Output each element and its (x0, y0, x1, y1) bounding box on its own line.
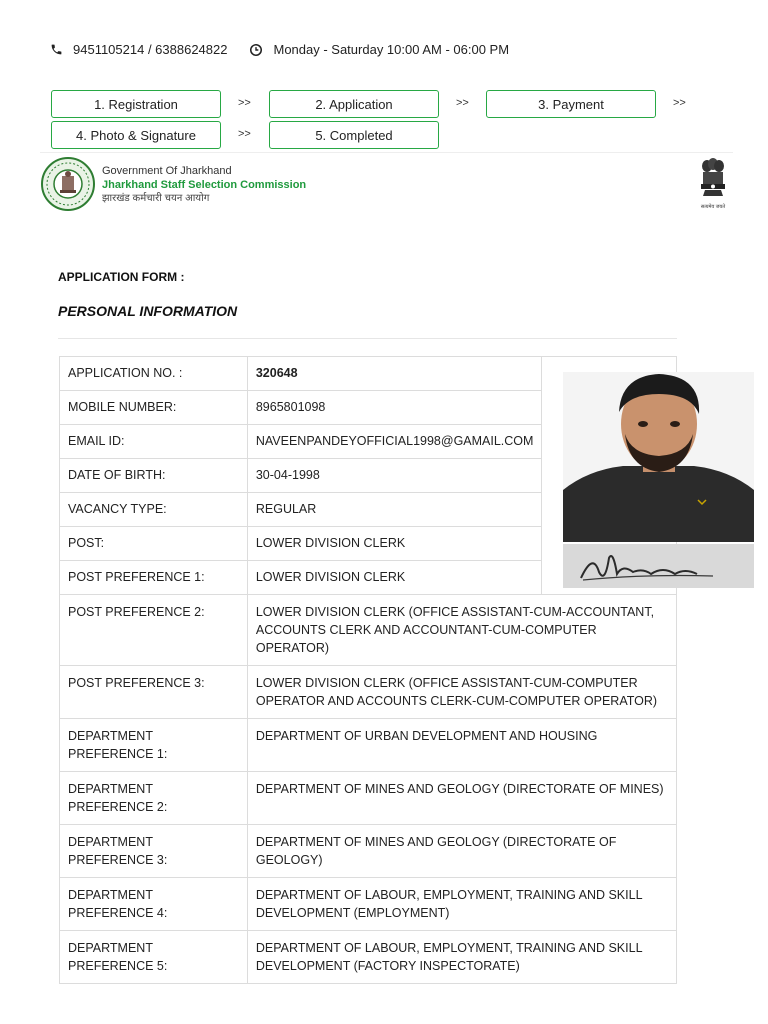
contact-bar (50, 42, 509, 57)
email-id: NAVEENPANDEYOFFICIAL1998@GAMAIL.COM (247, 425, 542, 459)
section-divider (58, 338, 677, 339)
table-row (60, 878, 677, 931)
commission-name-hindi: झारखंड कर्मचारी चयन आयोग (102, 193, 210, 204)
date-of-birth: 30-04-1998 (247, 459, 542, 493)
department-preference-5: DEPARTMENT OF LABOUR, EMPLOYMENT, TRAINING AND SKILL DEVELOPMENT (FACTORY INSPECTORATE) (247, 931, 676, 984)
department-preference-1: DEPARTMENT OF URBAN DEVELOPMENT AND HOUSING (247, 719, 676, 772)
application-number: 320648 (247, 357, 542, 391)
government-name: Government Of Jharkhand (102, 165, 232, 177)
row-label: DEPARTMENT PREFERENCE 5: (60, 931, 248, 984)
header-divider (40, 152, 733, 153)
table-row (60, 825, 677, 878)
row-label: DEPARTMENT PREFERENCE 2: (60, 772, 248, 825)
post: LOWER DIVISION CLERK (247, 527, 542, 561)
table-row (60, 931, 677, 984)
table-row (60, 772, 677, 825)
row-label: POST PREFERENCE 3: (60, 666, 248, 719)
table-row (60, 595, 677, 666)
department-preference-2: DEPARTMENT OF MINES AND GEOLOGY (DIRECTORATE OF MINES) (247, 772, 676, 825)
personal-info-table (59, 356, 677, 984)
row-label: APPLICATION NO. : (60, 357, 248, 391)
step-completed[interactable]: 5. Completed (269, 121, 439, 149)
form-title: APPLICATION FORM : (58, 270, 185, 284)
step-photo-signature[interactable]: 4. Photo & Signature (51, 121, 221, 149)
phone-icon (50, 43, 63, 56)
post-preference-1: LOWER DIVISION CLERK (247, 561, 542, 595)
mobile-number: 8965801098 (247, 391, 542, 425)
vacancy-type: REGULAR (247, 493, 542, 527)
department-preference-4: DEPARTMENT OF LABOUR, EMPLOYMENT, TRAINING AND SKILL DEVELOPMENT (EMPLOYMENT) (247, 878, 676, 931)
row-label: EMAIL ID: (60, 425, 248, 459)
step-separator: >> (238, 97, 251, 109)
table-row (60, 719, 677, 772)
step-registration[interactable]: 1. Registration (51, 90, 221, 118)
step-separator: >> (456, 97, 469, 109)
step-separator: >> (673, 97, 686, 109)
photo-signature-cell (542, 357, 677, 595)
row-label: MOBILE NUMBER: (60, 391, 248, 425)
row-label: POST: (60, 527, 248, 561)
row-label: POST PREFERENCE 2: (60, 595, 248, 666)
step-payment[interactable]: 3. Payment (486, 90, 656, 118)
department-preference-3: DEPARTMENT OF MINES AND GEOLOGY (DIRECTORATE OF GEOLOGY) (247, 825, 676, 878)
clock-icon (249, 43, 263, 57)
jssc-logo-icon (40, 157, 96, 211)
section-title: PERSONAL INFORMATION (58, 303, 238, 319)
phone-numbers: 9451105214 / 6388624822 (73, 42, 228, 57)
row-label: POST PREFERENCE 1: (60, 561, 248, 595)
table-row (60, 666, 677, 719)
post-preference-3: LOWER DIVISION CLERK (OFFICE ASSISTANT-CUM-COMPUTER OPERATOR AND ACCOUNTS CLERK-CUM-COMPUTER OPERATOR) (247, 666, 676, 719)
row-label: VACANCY TYPE: (60, 493, 248, 527)
office-hours-text: Monday - Saturday 10:00 AM - 06:00 PM (273, 42, 510, 57)
office-hours (249, 42, 509, 57)
row-label: DEPARTMENT PREFERENCE 1: (60, 719, 248, 772)
national-emblem (695, 156, 731, 210)
commission-name: Jharkhand Staff Selection Commission (102, 179, 307, 191)
phone-contact[interactable] (50, 42, 227, 57)
row-label: DATE OF BIRTH: (60, 459, 248, 493)
step-separator: >> (238, 128, 251, 140)
post-preference-2: LOWER DIVISION CLERK (OFFICE ASSISTANT-CUM-ACCOUNTANT, ACCOUNTS CLERK AND ACCOUNTANT-CUM-COMPUTER OPERATOR) (247, 595, 676, 666)
applicant-signature (563, 544, 754, 588)
step-application[interactable]: 2. Application (269, 90, 439, 118)
table-row (60, 357, 677, 391)
organization-block (102, 164, 306, 206)
applicant-photo (563, 372, 754, 542)
row-label: DEPARTMENT PREFERENCE 3: (60, 825, 248, 878)
row-label: DEPARTMENT PREFERENCE 4: (60, 878, 248, 931)
national-emblem-icon (695, 156, 731, 198)
emblem-motto: सत्यमेव जयते (700, 204, 726, 210)
